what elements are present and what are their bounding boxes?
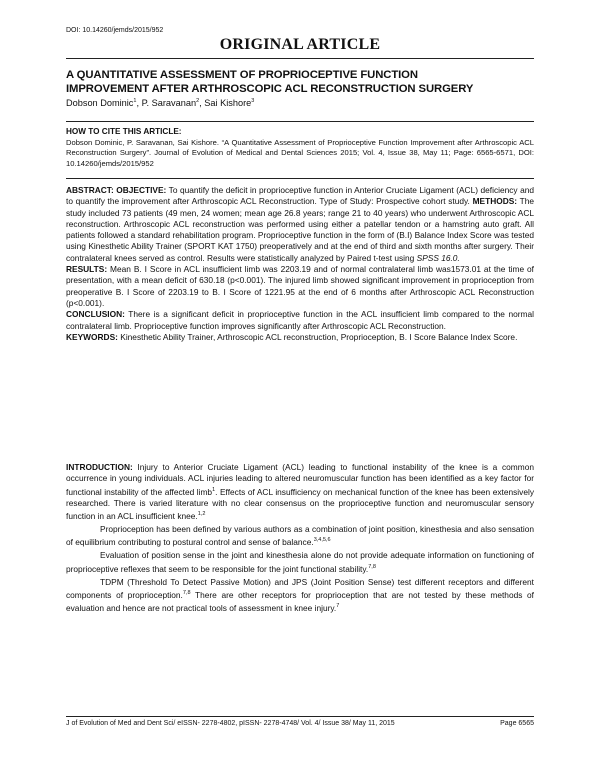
reference: 1,2: [197, 510, 206, 517]
author-affiliation: 3: [251, 98, 255, 104]
intro-paragraph: [66, 550, 534, 574]
intro-text: TDPM (Threshold To Detect Passive Motion) and JPS (Joint Position Sense) test different receptors and different components of proprioception.: [66, 576, 534, 600]
header-rule: [66, 58, 534, 59]
results-text: Mean B. I Score in ACL insufficient limb was 2203.19 and of normal contralateral limb was1573.01 at the time of presentation, with a mean deficit of 630.18 (p<0.001). The injured limb showed significant improvement in proprioception from preoperative B. I Score of 2203.19 to B. I Score of 1221.95 at the end of 6 months after Arthroscopic ACL Reconstruction (p<0.001).: [66, 264, 534, 308]
author-list: Dobson Dominic$^1$, P. Saravanan$^2$, Sai Kishore$^3$: [66, 98, 255, 109]
author-name: Dobson Dominic: [66, 98, 134, 109]
author-name: P. Saravanan: [141, 98, 197, 109]
keywords-text: Kinesthetic Ability Trainer, Arthroscopic ACL reconstruction, Proprioception, B. I Score Balance Index Score.: [120, 331, 518, 342]
reference: 7,8: [368, 563, 376, 570]
page-number: Page 6565: [500, 720, 534, 727]
abstract-results: [66, 264, 534, 309]
author-name: Sai Kishore: [204, 98, 252, 109]
intro-paragraph: [66, 524, 534, 548]
citation-text: Dobson Dominic, P. Saravanan, Sai Kishore. “A Quantitative Assessment of Proprioceptive Function Improvement after Arthroscopic ACL Reconstruction Surgery”. Journal of Evolution of Medical and Dental Sciences 2015; Vol. 4, Issue 38, May 11; Page: 6565-6571, DOI: 10.14260/jemds/2015/952: [66, 138, 534, 168]
intro-text: Proprioception has been defined by various authors as a combination of joint position, kinesthesia and also sensation of equilibrium contributing to postural control and sense of balance.: [66, 524, 534, 548]
introduction: [66, 462, 534, 616]
keywords-label: KEYWORDS:: [66, 331, 118, 342]
author-affiliation: 1: [133, 98, 137, 104]
abstract-keywords: [66, 332, 534, 343]
methods-software: SPSS 16.0.: [416, 252, 460, 263]
intro-text: Evaluation of position sense in the joint and kinesthesia alone do not provide adequate information on functioning of proprioceptive reflexes that seem to be responsible for the joint functional stability.: [66, 550, 534, 574]
title-line-1: A QUANTITATIVE ASSESSMENT OF PROPRIOCEPTIVE FUNCTION: [66, 69, 418, 81]
citation-rule-bottom: [66, 178, 534, 179]
results-label: RESULTS:: [66, 264, 108, 275]
conclusion-text: There is a significant deficit in proprioceptive function in the ACL insufficient limb compared to the normal contralateral limb. Proprioceptive function improves significantly after Arthroscopic ACL Reconstruction.: [66, 309, 535, 331]
reference: 3,4,5,6: [313, 537, 331, 544]
reference: 1: [212, 486, 216, 493]
citation-heading: HOW TO CITE THIS ARTICLE:: [66, 127, 182, 136]
intro-text: Injury to Anterior Cruciate Ligament (ACL) leading to functional instability of the knee is a common occurrence in young individuals. ACL injuries leading to altered neuromuscular function has been identified as a key factor for functional instability of the affected limb: [66, 462, 534, 497]
conclusion-label: CONCLUSION:: [66, 309, 125, 320]
intro-text: . Effects of ACL insufficiency on mechanical function of the knee has been extensively researched. There is varied literature with no clear consensus on the proprioceptive function and neuromuscular sensory function in an ACL insufficient knee.: [66, 486, 534, 521]
title-line-2: IMPROVEMENT AFTER ARTHROSCOPIC ACL RECONSTRUCTION SURGERY: [66, 82, 474, 95]
abstract-label: ABSTRACT:: [66, 185, 114, 195]
author-affiliation: 2: [196, 98, 200, 104]
reference: 7: [336, 603, 340, 610]
introduction-label: INTRODUCTION:: [66, 462, 133, 472]
doi-header: DOI: 10.14260/jemds/2015/952: [66, 27, 164, 34]
methods-text: The study included 73 patients (49 men, 24 women; mean age 26.8 years; range 21 to 40 years) who underwent Arthroscopic ACL reconstruction. Arthroscopic ACL reconstruction was performed using either a patellar tendon or a hamstring auto graft. All patients followed a standard rehabilitation program. Proprioceptive function in the form of (B.I) Balance Index Score was tested using Kinesthetic Ability Trainer (SPORT KAT 1750) preoperatively and at the end of third and sixth months after surgery. Their contralateral knees served as control. Results were statistically analyzed by Paired t-test using: [66, 196, 534, 263]
abstract-conclusion: [66, 309, 534, 332]
objective-text: To quantify the deficit in proprioceptive function in Anterior Cruciate Ligament (ACL) deficiency and to quantify the improvement after Arthroscopic ACL Reconstruction. Type of Study: Prospective cohort study.: [66, 185, 534, 207]
citation-rule-top: [66, 121, 534, 122]
section-label: ORIGINAL ARTICLE: [219, 36, 381, 53]
reference: 7,8: [182, 590, 191, 597]
abstract: [66, 185, 534, 343]
objective-label: OBJECTIVE:: [116, 185, 167, 195]
footer-journal: J of Evolution of Med and Dent Sci/ eISSN- 2278-4802, pISSN- 2278-4748/ Vol. 4/ Issue 38/ May 11, 2015: [66, 720, 395, 727]
intro-paragraph: [66, 462, 534, 522]
methods-label: METHODS:: [472, 196, 518, 207]
abstract-objective: [66, 185, 534, 264]
intro-paragraph: [66, 577, 534, 614]
paper-title: [66, 69, 536, 96]
footer-rule: [66, 716, 534, 717]
intro-text: There are other receptors for proprioception that are not tested by these methods of evaluation and hence are not practical tools of assessment in knee injury.: [66, 589, 534, 613]
